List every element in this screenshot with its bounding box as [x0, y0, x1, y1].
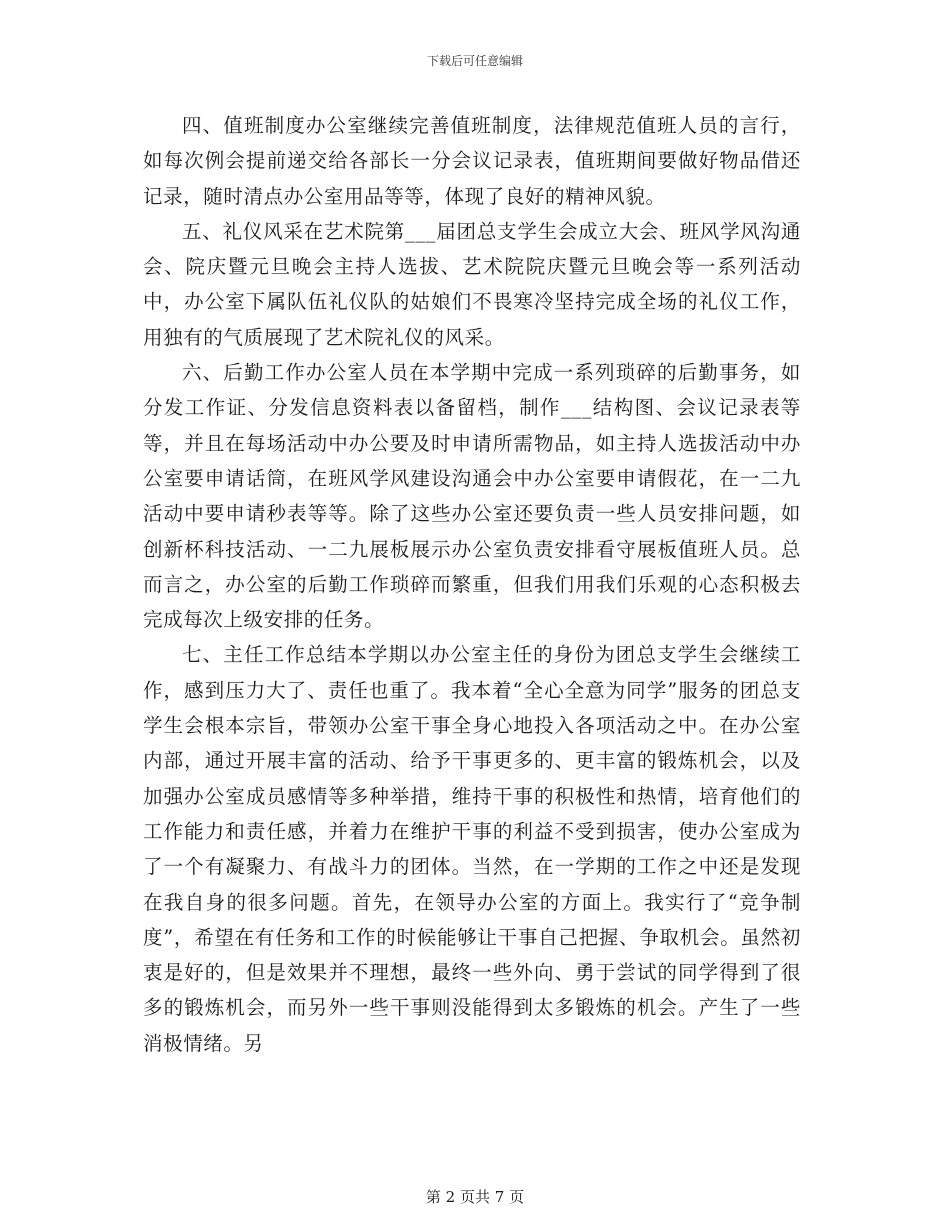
page-footer: 第 2 页共 7 页: [425, 1188, 525, 1206]
paragraph-director-summary: 七、主任工作总结本学期以办公室主任的身份为团总支学生会继续工作，感到压力大了、责任也重了。我本着“全心全意为同学”服务的团总支学生会根本宗旨，带领办公室干事全身心地投入各项活动之中。在办公室内部，通过开展丰富的活动、给予干事更多的、更丰富的锻炼机会，以及加强办公室成员感情等多种举措，维持干事的积极性和热情，培育他们的工作能力和责任感，并着力在维护干事的利益不受到损害，使办公室成为了一个有凝聚力、有战斗力的团体。当然，在一学期的工作之中还是发现在我自身的很多问题。首先，在领导办公室的方面上。我实行了“竞争制度”，希望在有任务和工作的时候能够让干事自己把握、争取机会。虽然初衷是好的，但是效果并不理想，最终一些外向、勇于尝试的同学得到了很多的锻炼机会，而另外一些干事则没能得到太多锻炼的机会。产生了一些消极情绪。另: [143, 643, 801, 1055]
paragraph-duty-system: 四、值班制度办公室继续完善值班制度，法律规范值班人员的言行，如每次例会提前递交给各部长一分会议记录表，值班期间要做好物品借还记录，随时清点办公室用品等等，体现了良好的精神风貌。: [143, 114, 801, 208]
paragraph-etiquette: 五、礼仪风采在艺术院第___届团总支学生会成立大会、班风学风沟通会、院庆暨元旦晚会主持人选拔、艺术院院庆暨元旦晚会等一系列活动中，办公室下属队伍礼仪队的姑娘们不畏寒冷坚持完成全场的礼仪工作，用独有的气质展现了艺术院礼仪的风采。: [143, 219, 801, 349]
document-body: [143, 108, 801, 1061]
page-header: 下载后可任意编辑: [426, 54, 523, 68]
paragraph-logistics: 六、后勤工作办公室人员在本学期中完成一系列琐碎的后勤事务，如分发工作证、分发信息资料表以备留档，制作___结构图、会议记录表等等，并且在每场活动中办公要及时申请所需物品，如主持人选拔活动中办公室要申请话筒，在班风学风建设沟通会中办公室要申请假花，在一二九活动中要申请秒表等等。除了这些办公室还要负责一些人员安排问题，如创新杯科技活动、一二九展板展示办公室负责安排看守展板值班人员。总而言之，办公室的后勤工作琐碎而繁重，但我们用我们乐观的心态积极去完成每次上级安排的任务。: [143, 361, 801, 632]
